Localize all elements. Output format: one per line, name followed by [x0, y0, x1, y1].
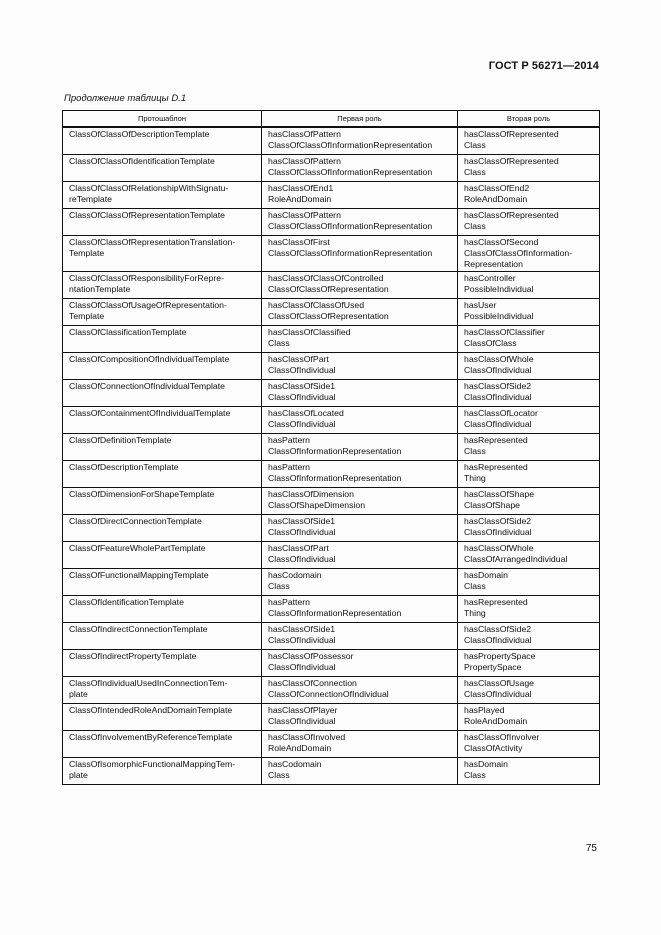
- prototemplate-cell: [63, 379, 262, 406]
- cell-text-line: PossibleIndividual: [464, 310, 534, 321]
- cell-text-line: hasClassOfSecond: [464, 237, 539, 247]
- cell-text-line: ClassOfCompositionOfIndividualTemplate: [69, 353, 230, 364]
- document-id: ГОСТ Р 56271—2014: [488, 60, 599, 72]
- cell-text-line: hasClassOfPart: [268, 542, 329, 553]
- table-row: [63, 649, 600, 676]
- cell-text-line: hasDomain: [464, 758, 508, 769]
- cell-text-line: hasCodomain: [268, 758, 322, 769]
- first-role-cell: [262, 433, 458, 460]
- cell-text-line: Class: [268, 580, 290, 591]
- table-row: [63, 622, 600, 649]
- table-row: [63, 757, 600, 784]
- table-row: [63, 703, 600, 730]
- first-role-cell: [262, 298, 458, 325]
- second-role-cell: [458, 622, 600, 649]
- prototemplate-cell: [63, 155, 262, 182]
- cell-text-line: ClassOfIndividual: [268, 553, 336, 564]
- cell-text-line: hasClassOfPattern: [268, 156, 341, 166]
- cell-text-line: hasRepresented: [464, 461, 528, 472]
- cell-text-line: hasClassOfPattern: [268, 210, 341, 220]
- cell-text-line: ClassOfConnectionOfIndividual: [268, 688, 389, 699]
- prototemplate-cell: [63, 514, 262, 541]
- cell-text-line: RoleAndDomain: [464, 715, 528, 726]
- first-role-cell: [262, 127, 458, 155]
- cell-text-line: Class: [464, 769, 486, 780]
- prototemplate-cell: [63, 209, 262, 236]
- prototemplate-cell: [63, 271, 262, 298]
- cell-text-line: ClassOfClassOfRepresentation: [268, 283, 389, 294]
- cell-text-line: hasPlayed: [464, 704, 505, 715]
- first-role-cell: [262, 352, 458, 379]
- cell-text-line: ClassOfIndividual: [268, 418, 336, 429]
- table-row: [63, 487, 600, 514]
- second-role-cell: [458, 298, 600, 325]
- cell-text-line: hasClassOfSide1: [268, 380, 336, 391]
- cell-text-line: ClassOfClassOfInformationRepresentation: [268, 248, 433, 259]
- first-role-cell: [262, 676, 458, 703]
- cell-text-line: hasClassOfClassified: [268, 326, 351, 337]
- cell-text-line: ClassOfClassOfDescriptionTemplate: [69, 129, 210, 139]
- cell-text-line: Class: [464, 140, 486, 151]
- second-role-cell: [458, 514, 600, 541]
- cell-text-line: RoleAndDomain: [464, 194, 528, 205]
- second-role-cell: [458, 236, 600, 272]
- table-row: [63, 541, 600, 568]
- cell-text-line: hasClassOfSide2: [464, 623, 532, 634]
- second-role-cell: [458, 460, 600, 487]
- first-role-cell: [262, 155, 458, 182]
- cell-text-line: hasClassOfLocated: [268, 407, 344, 418]
- cell-text-line: ClassOfClassOfResponsibilityForRepre-: [69, 272, 224, 283]
- cell-text-line: ClassOfDefinitionTemplate: [69, 434, 172, 445]
- second-role-cell: [458, 379, 600, 406]
- cell-text-line: hasClassOfClassOfControlled: [268, 272, 384, 283]
- cell-text-line: ClassOfContainmentOfIndividualTemplate: [69, 407, 231, 418]
- prototemplate-cell: [63, 541, 262, 568]
- table-row: [63, 236, 600, 272]
- cell-text-line: hasClassOfPlayer: [268, 704, 338, 715]
- cell-text-line: hasClassOfRepresented: [464, 129, 559, 139]
- cell-text-line: hasClassOfPattern: [268, 129, 341, 139]
- cell-text-line: hasClassOfPossessor: [268, 650, 354, 661]
- cell-text-line: ClassOfDimensionForShapeTemplate: [69, 488, 215, 499]
- cell-text-line: ClassOfArrangedIndividual: [464, 553, 568, 564]
- second-role-cell: [458, 352, 600, 379]
- table-row: [63, 676, 600, 703]
- table-row: [63, 433, 600, 460]
- prototemplate-cell: [63, 325, 262, 352]
- first-role-cell: [262, 271, 458, 298]
- cell-text-line: ClassOfClassOfInformation-: [464, 248, 573, 259]
- first-role-cell: [262, 622, 458, 649]
- cell-text-line: ntationTemplate: [69, 283, 131, 294]
- prototemplate-cell: [63, 433, 262, 460]
- second-role-cell: [458, 271, 600, 298]
- table-row: [63, 182, 600, 209]
- cell-text-line: ClassOfIndirectConnectionTemplate: [69, 623, 208, 634]
- cell-text-line: ClassOfClassOfRepresentation: [268, 310, 389, 321]
- prototemplate-cell: [63, 460, 262, 487]
- page-number: 75: [585, 843, 597, 854]
- second-role-cell: [458, 182, 600, 209]
- first-role-cell: [262, 514, 458, 541]
- cell-text-line: RoleAndDomain: [268, 742, 332, 753]
- cell-text-line: hasClassOfSide2: [464, 515, 532, 526]
- second-role-cell: [458, 155, 600, 182]
- cell-text-line: hasPropertySpace: [464, 650, 536, 661]
- cell-text-line: ClassOfIndividual: [268, 364, 336, 375]
- prototemplate-cell: [63, 236, 262, 272]
- cell-text-line: hasController: [464, 272, 516, 283]
- prototemplate-cell: [63, 703, 262, 730]
- first-role-cell: [262, 757, 458, 784]
- cell-text-line: ClassOfConnectionOfIndividualTemplate: [69, 380, 225, 391]
- cell-text-line: hasClassOfClassOfUsed: [268, 299, 365, 310]
- table-row: [63, 460, 600, 487]
- cell-text-line: ClassOfInformationRepresentation: [268, 445, 402, 456]
- cell-text-line: Class: [464, 167, 486, 178]
- table-body: [63, 127, 600, 784]
- cell-text-line: PropertySpace: [464, 661, 522, 672]
- cell-text-line: ClassOfActivity: [464, 742, 523, 753]
- cell-text-line: hasCodomain: [268, 569, 322, 580]
- prototemplate-cell: [63, 127, 262, 155]
- cell-text-line: ClassOfClassOfInformationRepresentation: [268, 140, 433, 151]
- prototemplate-cell: [63, 757, 262, 784]
- cell-text-line: ClassOfClassOfIdentificationTemplate: [69, 156, 215, 166]
- cell-text-line: ClassOfIndividual: [268, 526, 336, 537]
- column-header-prototemplate: Протошаблон: [63, 111, 262, 128]
- table-row: [63, 352, 600, 379]
- prototemplate-cell: [63, 182, 262, 209]
- cell-text-line: ClassOfClassOfRepresentationTranslation-: [69, 237, 236, 247]
- first-role-cell: [262, 649, 458, 676]
- cell-text-line: hasClassOfSide2: [464, 380, 532, 391]
- cell-text-line: PossibleIndividual: [464, 283, 534, 294]
- cell-text-line: ClassOfIndividual: [268, 391, 336, 402]
- second-role-cell: [458, 406, 600, 433]
- cell-text-line: hasClassOfSide1: [268, 515, 336, 526]
- second-role-cell: [458, 676, 600, 703]
- first-role-cell: [262, 487, 458, 514]
- prototemplate-cell: [63, 595, 262, 622]
- first-role-cell: [262, 703, 458, 730]
- second-role-cell: [458, 209, 600, 236]
- prototemplate-cell: [63, 568, 262, 595]
- cell-text-line: ClassOfIndividual: [464, 418, 532, 429]
- first-role-cell: [262, 236, 458, 272]
- cell-text-line: hasClassOfRepresented: [464, 210, 559, 220]
- cell-text-line: ClassOfClassOfInformationRepresentation: [268, 167, 433, 178]
- cell-text-line: Class: [464, 445, 486, 456]
- cell-text-line: hasClassOfClassifier: [464, 326, 545, 337]
- cell-text-line: hasClassOfDimension: [268, 488, 354, 499]
- first-role-cell: [262, 541, 458, 568]
- cell-text-line: hasDomain: [464, 569, 508, 580]
- cell-text-line: ClassOfClassificationTemplate: [69, 326, 187, 337]
- cell-text-line: ClassOfClassOfUsageOfRepresentation-: [69, 299, 227, 310]
- cell-text-line: ClassOfIndividual: [268, 715, 336, 726]
- cell-text-line: ClassOfIndividual: [464, 364, 532, 375]
- first-role-cell: [262, 460, 458, 487]
- prototemplate-cell: [63, 622, 262, 649]
- cell-text-line: ClassOfFeatureWholePartTemplate: [69, 542, 206, 553]
- table-row: [63, 127, 600, 155]
- cell-text-line: ClassOfIndividual: [464, 688, 532, 699]
- cell-text-line: plate: [69, 769, 88, 780]
- cell-text-line: plate: [69, 688, 88, 699]
- prototemplate-cell: [63, 730, 262, 757]
- first-role-cell: [262, 379, 458, 406]
- cell-text-line: ClassOfInformationRepresentation: [268, 472, 402, 483]
- column-header-first-role: Первая роль: [262, 111, 458, 128]
- table-row: [63, 325, 600, 352]
- cell-text-line: Thing: [464, 472, 486, 483]
- cell-text-line: hasClassOfWhole: [464, 542, 534, 553]
- column-header-second-role: Вторая роль: [458, 111, 600, 128]
- cell-text-line: ClassOfClassOfInformationRepresentation: [268, 221, 433, 232]
- cell-text-line: hasClassOfUsage: [464, 677, 535, 688]
- cell-text-line: hasPattern: [268, 434, 311, 445]
- table-row: [63, 406, 600, 433]
- cell-text-line: hasClassOfShape: [464, 488, 535, 499]
- cell-text-line: hasClassOfFirst: [268, 237, 330, 247]
- cell-text-line: Thing: [464, 607, 486, 618]
- table-row: [63, 271, 600, 298]
- second-role-cell: [458, 325, 600, 352]
- first-role-cell: [262, 406, 458, 433]
- cell-text-line: Template: [69, 248, 105, 259]
- cell-text-line: ClassOfFunctionalMappingTemplate: [69, 569, 209, 580]
- cell-text-line: ClassOfClass: [464, 337, 517, 348]
- prototemplate-cell: [63, 487, 262, 514]
- cell-text-line: hasClassOfPart: [268, 353, 329, 364]
- cell-text-line: hasRepresented: [464, 434, 528, 445]
- cell-text-line: hasPattern: [268, 461, 311, 472]
- prototemplate-cell: [63, 406, 262, 433]
- cell-text-line: hasClassOfLocator: [464, 407, 538, 418]
- second-role-cell: [458, 568, 600, 595]
- cell-text-line: hasClassOfWhole: [464, 353, 534, 364]
- cell-text-line: hasClassOfSide1: [268, 623, 336, 634]
- cell-text-line: ClassOfIntendedRoleAndDomainTemplate: [69, 704, 233, 715]
- second-role-cell: [458, 433, 600, 460]
- prototemplate-cell: [63, 649, 262, 676]
- cell-text-line: Class: [268, 337, 290, 348]
- table-caption: Продолжение таблицы D.1: [64, 93, 187, 104]
- table-row: [63, 209, 600, 236]
- cell-text-line: ClassOfIdentificationTemplate: [69, 596, 184, 607]
- cell-text-line: RoleAndDomain: [268, 194, 332, 205]
- cell-text-line: hasClassOfConnection: [268, 677, 357, 688]
- second-role-cell: [458, 541, 600, 568]
- cell-text-line: Template: [69, 310, 105, 321]
- table-row: [63, 730, 600, 757]
- cell-text-line: hasClassOfRepresented: [464, 156, 559, 166]
- cell-text-line: ClassOfClassOfRepresentationTemplate: [69, 210, 225, 220]
- cell-text-line: hasClassOfInvolved: [268, 731, 346, 742]
- second-role-cell: [458, 649, 600, 676]
- first-role-cell: [262, 209, 458, 236]
- cell-text-line: ClassOfInvolvementByReferenceTemplate: [69, 731, 233, 742]
- cell-text-line: Class: [464, 221, 486, 232]
- cell-text-line: ClassOfIndividual: [268, 661, 336, 672]
- table-row: [63, 568, 600, 595]
- second-role-cell: [458, 595, 600, 622]
- cell-text-line: ClassOfClassOfRelationshipWithSignatu-: [69, 183, 229, 193]
- cell-text-line: ClassOfIndividualUsedInConnectionTem-: [69, 677, 228, 688]
- first-role-cell: [262, 568, 458, 595]
- second-role-cell: [458, 487, 600, 514]
- cell-text-line: reTemplate: [69, 194, 112, 205]
- cell-text-line: hasClassOfEnd2: [464, 183, 530, 193]
- cell-text-line: ClassOfIndividual: [464, 391, 532, 402]
- table-row: [63, 595, 600, 622]
- cell-text-line: ClassOfIndividual: [268, 634, 336, 645]
- first-role-cell: [262, 595, 458, 622]
- cell-text-line: ClassOfShapeDimension: [268, 499, 366, 510]
- cell-text-line: Representation: [464, 259, 523, 270]
- second-role-cell: [458, 757, 600, 784]
- cell-text-line: hasClassOfEnd1: [268, 183, 334, 193]
- first-role-cell: [262, 325, 458, 352]
- prototemplate-cell: [63, 298, 262, 325]
- cell-text-line: hasUser: [464, 299, 497, 310]
- cell-text-line: ClassOfDirectConnectionTemplate: [69, 515, 202, 526]
- cell-text-line: ClassOfIsomorphicFunctionalMappingTem-: [69, 758, 236, 769]
- cell-text-line: ClassOfInformationRepresentation: [268, 607, 402, 618]
- table-row: [63, 514, 600, 541]
- cell-text-line: ClassOfIndirectPropertyTemplate: [69, 650, 197, 661]
- cell-text-line: ClassOfDescriptionTemplate: [69, 461, 179, 472]
- cell-text-line: ClassOfShape: [464, 499, 521, 510]
- second-role-cell: [458, 703, 600, 730]
- cell-text-line: hasPattern: [268, 596, 311, 607]
- first-role-cell: [262, 182, 458, 209]
- first-role-cell: [262, 730, 458, 757]
- cell-text-line: ClassOfIndividual: [464, 634, 532, 645]
- table-row: [63, 379, 600, 406]
- templates-table: [62, 110, 600, 785]
- prototemplate-cell: [63, 352, 262, 379]
- second-role-cell: [458, 730, 600, 757]
- cell-text-line: Class: [268, 769, 290, 780]
- table-row: [63, 155, 600, 182]
- cell-text-line: hasRepresented: [464, 596, 528, 607]
- table-header-row: [63, 111, 600, 128]
- cell-text-line: Class: [464, 580, 486, 591]
- prototemplate-cell: [63, 676, 262, 703]
- cell-text-line: ClassOfIndividual: [464, 526, 532, 537]
- cell-text-line: hasClassOfInvolver: [464, 731, 540, 742]
- second-role-cell: [458, 127, 600, 155]
- table-row: [63, 298, 600, 325]
